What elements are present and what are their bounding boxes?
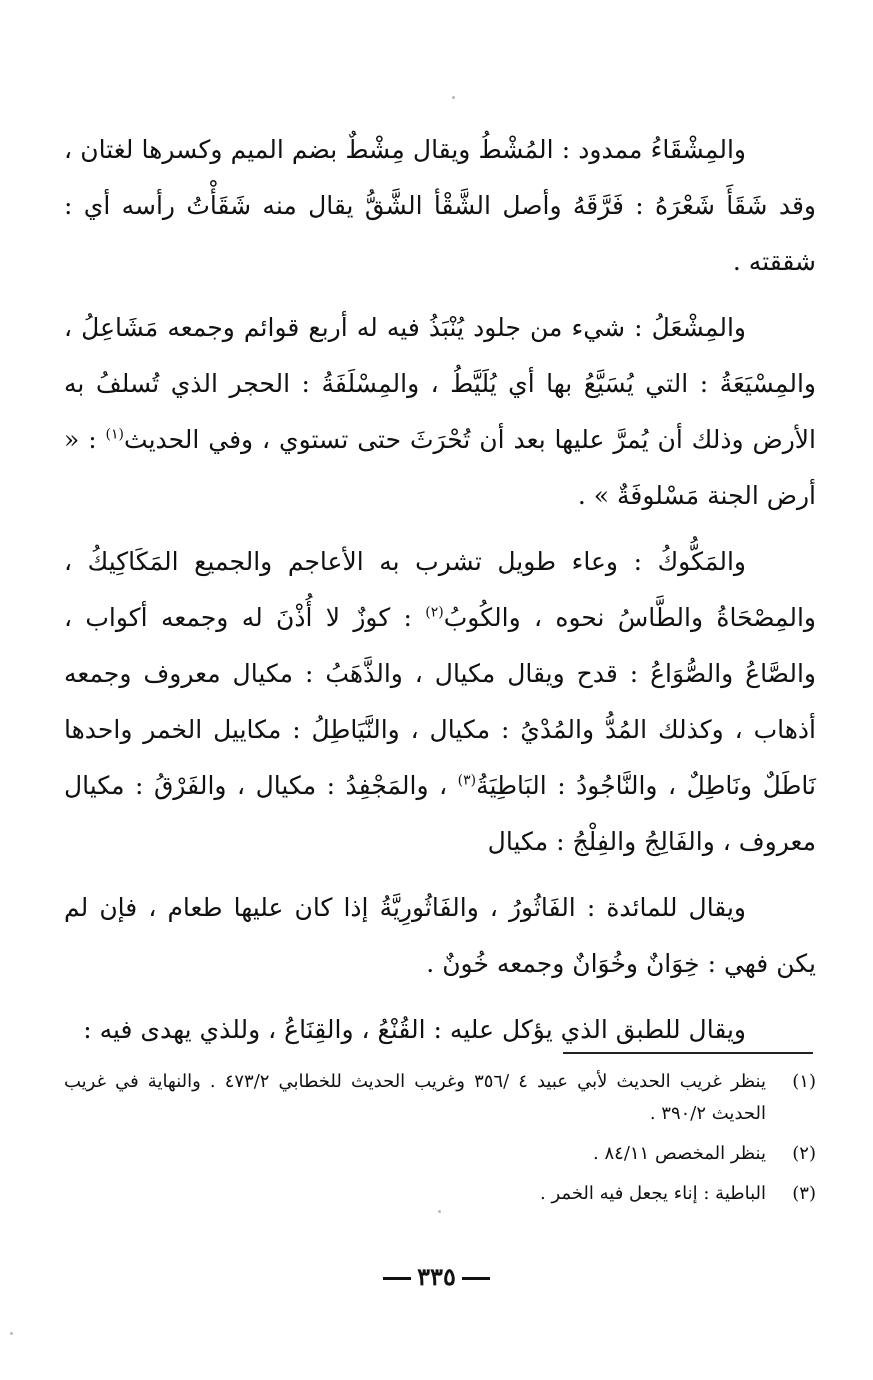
paragraph-text: ، والمَجْفِدُ : مكيال ، والفَرْقُ : مكيال معروف ، والفَالِجُ والفِلْجُ : مكيال [64,771,816,856]
paragraph-text: ويقال للمائدة : الفَاثُورُ ، والفَاثُورِيَّةُ إذا كان عليها طعام ، فإن لم يكن فهي : خِوَانٌ وخُوَانٌ وجمعه خُونٌ . [64,893,816,978]
dash-right [462,1277,490,1280]
paragraph-text: والمِشْقَاءُ ممدود : المُشْطُ ويقال مِشْطٌ بضم الميم وكسرها لغتان ، وقد شَقَأَ شَعْرَهُ : فَرَّقَهُ وأصل الشَّقْأ الشَّقُّ يقال منه شَقَأْتُ رأسه أي : شققته . [64,135,816,276]
scan-speck [452,96,455,99]
main-text [64,122,816,1058]
footnote-ref-3: (٣) [457,772,477,789]
paragraph-mishal [64,300,816,524]
paragraph-text: والمَكُّوكُ : وعاء طويل تشرب به الأعاجم والجميع المَكَاكِيكُ ، والمِصْحَاةُ والطَّاسُ نحوه ، والكُوبُ [64,547,816,632]
footnote-text: الباطية : إناء يجعل فيه الخمر . [540,1183,766,1204]
paragraph-mishqa [64,122,816,290]
footnote-separator [563,1052,813,1054]
footnote-number: (٣) [792,1183,816,1204]
paragraph-text: والمِشْعَلُ : شيء من جلود يُنْبَذُ فيه له أربع قوائم وجمعه مَشَاعِلُ ، والمِسْيَعَةُ : التي يُسَيَّعُ بها أي يُلَيَّطُ ، والمِسْلَفَةُ : الحجر الذي تُسلفُ به الأرض وذلك أن يُمرَّ عليها بعد أن تُحْرَثَ حتى تستوي ، وفي الحديث [64,313,816,454]
paragraph-text: : كوزٌ لا أُذْنَ له وجمعه أكواب ، والصَّاعُ والصُّوَاعُ : قدح ويقال مكيال ، والذَّهَبُ : مكيال معروف وجمعه أذهاب ، وكذلك المُدُّ والمُدْيُ : مكيال ، والنَّيَاطِلُ : مكاييل الخمر واحدها نَاطَلٌ ونَاطِلٌ ، والنَّاجُودُ : البَاطِيَةُ [64,603,816,800]
footnote-1 [64,1066,816,1130]
paragraph-tabaq [64,1002,816,1058]
footnote-number: (١) [792,1071,816,1092]
page-number-value: ٣٣٥ [417,1262,456,1291]
paragraph-faathur [64,880,816,992]
footnote-text: ينظر المخصص ٨٤/١١ . [593,1143,766,1164]
scan-speck [438,1210,441,1213]
footnote-text: ينظر غريب الحديث لأبي عبيد ٤ /٣٥٦ وغريب الحديث للخطابي ٤٧٣/٢ . والنهاية في غريب الحديث ٣٩٠/٢ . [64,1071,767,1124]
footnotes [64,1066,816,1218]
scan-speck [10,1332,13,1335]
footnote-ref-2: (٢) [425,604,444,621]
paragraph-text: : « أرض الجنة مَسْلوفَةٌ » . [64,425,816,510]
dash-left [383,1277,411,1280]
footnote-number: (٢) [792,1143,816,1164]
footnote-ref-1: (١) [105,426,125,443]
footnote-2 [64,1138,816,1170]
paragraph-text: ويقال للطبق الذي يؤكل عليه : القُنْعُ ، والقِنَاعُ ، وللذي يهدى فيه : [83,1015,746,1044]
footnote-3 [64,1178,816,1210]
page-number [0,1262,873,1291]
paragraph-makkuk [64,534,816,870]
